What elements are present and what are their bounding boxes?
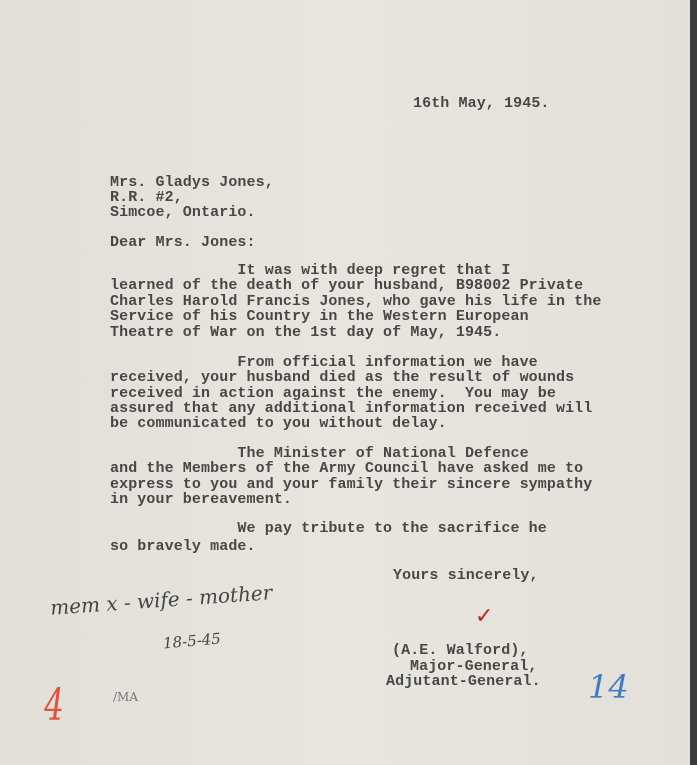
check-mark-icon: ✓ [475, 604, 494, 629]
body-line: in your bereavement. [110, 491, 293, 508]
address-line: Mrs. Gladys Jones, [110, 174, 274, 191]
body-line: It was with deep regret that I [110, 262, 511, 279]
body-line: Theatre of War on the 1st day of May, 1945. [110, 324, 502, 341]
salutation: Dear Mrs. Jones: [110, 234, 256, 251]
body-line: assured that any additional information received will [110, 400, 593, 417]
page-number: 14 [588, 668, 629, 706]
address-line: R.R. #2, [110, 189, 183, 206]
signature-rank: Major-General, [410, 658, 538, 675]
address-line: Simcoe, Ontario. [110, 204, 256, 221]
closing: Yours sincerely, [393, 567, 539, 584]
handwritten-date: 18-5-45 [162, 629, 222, 653]
body-line: received, your husband died as the result of wounds [110, 369, 575, 386]
red-pencil-mark: 4 [44, 680, 64, 731]
body-line: Service of his Country in the Western European [110, 308, 529, 325]
handwritten-note: mem x - wife - mother [49, 580, 273, 620]
body-line: be communicated to you without delay. [110, 415, 447, 432]
typist-initials: /MA [113, 690, 138, 704]
body-line: The Minister of National Defence [110, 445, 529, 462]
body-line: learned of the death of your husband, B98002 Private [110, 277, 584, 294]
body-line: received in action against the enemy. You may be [110, 385, 556, 402]
signature-title: Adjutant-General. [386, 673, 541, 690]
body-line: and the Members of the Army Council have asked me to [110, 460, 584, 477]
signature-name: (A.E. Walford), [392, 642, 529, 659]
body-line: so bravely made. [110, 538, 256, 555]
body-line: We pay tribute to the sacrifice he [110, 520, 547, 537]
letter-date: 16th May, 1945. [413, 95, 550, 112]
body-line: express to you and your family their sincere sympathy [110, 476, 593, 493]
page-edge [690, 0, 697, 765]
body-line: Charles Harold Francis Jones, who gave his life in the [110, 293, 602, 310]
body-line: From official information we have [110, 354, 538, 371]
